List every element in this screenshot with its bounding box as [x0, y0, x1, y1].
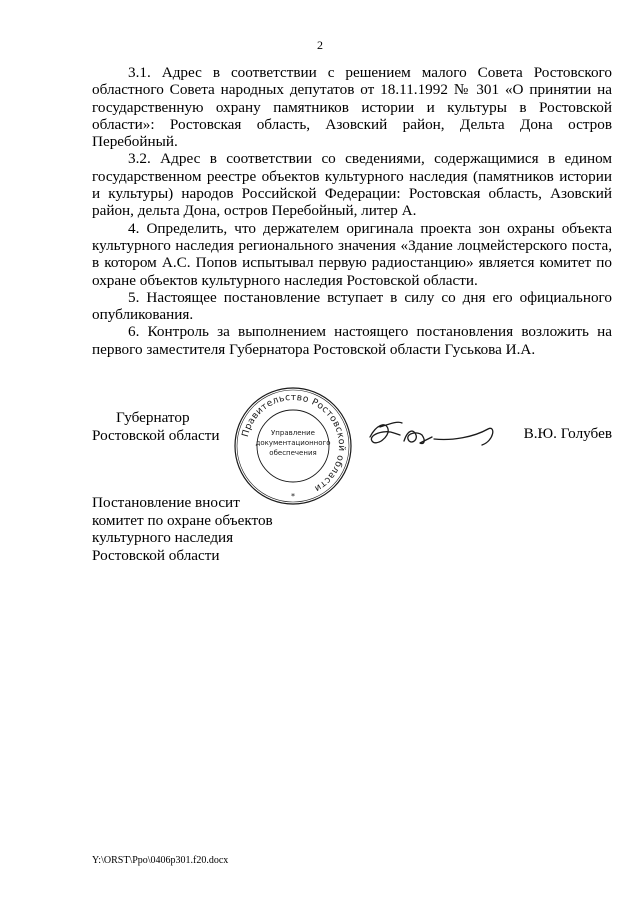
seal-outer-text: Правительство Ростовской области [239, 391, 348, 495]
paragraph-6: 6. Контроль за выполнением настоящего постановления возложить на первого заместителя Губернатора Ростовской области Гуськова И.А. [92, 323, 612, 358]
paragraph-3-2: 3.2. Адрес в соответствии со сведениями, содержащимися в едином государственном реестре объектов культурного наследия (памятников истории и культуры) народов Российской Федерации: Ростовская область, Азовский район, дельта Дона, остров Перебойный, литер А. [92, 150, 612, 220]
paragraph-3-1: 3.1. Адрес в соответствии с решением малого Совета Ростовского областного Совета народных депутатов от 18.11.1992 № 301 «О принятии на государственную охрану памятников истории и культуры в Ростовской области»: Ростовская область, Азовский район, Дельта Дона остров Перебойный. [92, 64, 612, 151]
submitted-by-line4: Ростовской области [92, 546, 220, 564]
governor-name: В.Ю. Голубев [523, 425, 612, 442]
signature-block [92, 385, 612, 500]
seal-inner-line1: Управление [271, 429, 315, 437]
paragraph-4: 4. Определить, что держателем оригинала проекта зон охраны объекта культурного наследия регионального значения «Здание лоцмейстерского поста, в котором А.С. Попов испытывал первую радиостанцию» является комитет по охране объектов культурного наследия Ростовской области. [92, 219, 612, 289]
seal-inner-line3: обеспечения [269, 449, 317, 457]
seal-inner-line2: документационного [255, 439, 331, 447]
handwritten-signature [362, 407, 502, 457]
paragraph-5: 5. Настоящее постановление вступает в силу со дня его официального опубликования. [92, 288, 612, 324]
svg-text:*: * [291, 492, 295, 501]
page-number: 2 [317, 38, 323, 52]
submitted-by-line2: комитет по охране объектов [92, 511, 273, 529]
governor-title-line1: Губернатор [116, 409, 190, 426]
governor-title-line2: Ростовской области [92, 427, 220, 444]
official-seal [232, 385, 354, 507]
submitted-by-line3: культурного наследия [92, 529, 234, 546]
footer-file-path: Y:\ORST\Ppo\0406p301.f20.docx [92, 855, 229, 866]
submitted-by-line1: Постановление вносит [92, 494, 240, 511]
document-body [92, 64, 612, 358]
governor-title [92, 409, 220, 445]
submitted-by-block [92, 494, 332, 564]
